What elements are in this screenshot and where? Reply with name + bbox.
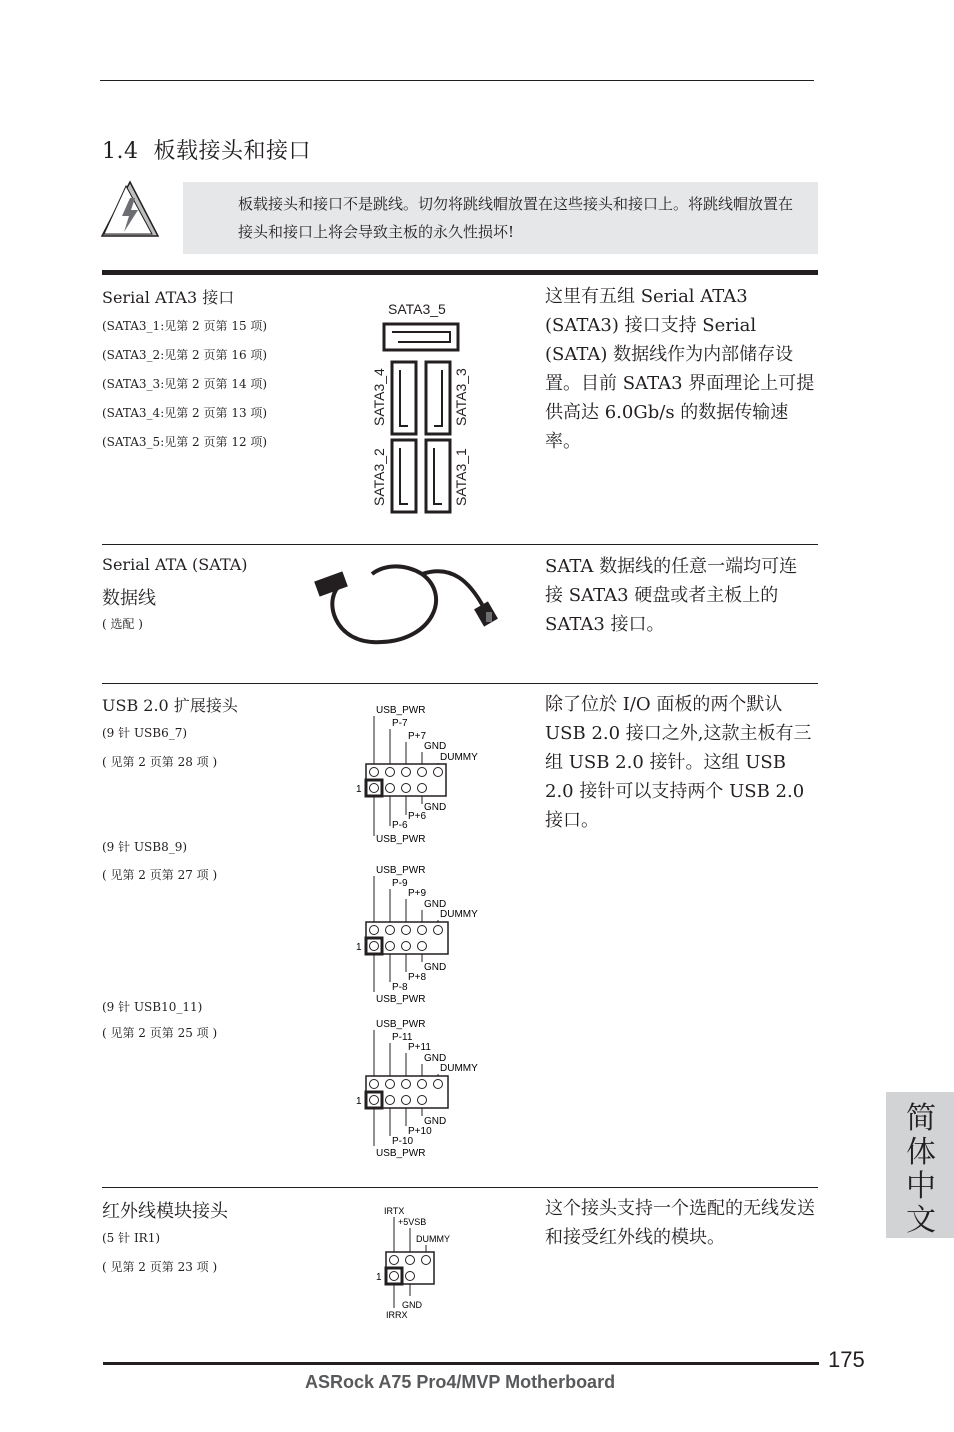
sata-item: (SATA3_3:见第 2 页第 14 项): [102, 377, 268, 391]
language-tab: [886, 1092, 954, 1238]
sata3-1-label: SATA3_1: [453, 448, 469, 506]
row-divider: [102, 683, 818, 684]
usb-label: USB 2.0 扩展接头: [102, 696, 238, 715]
usb-group3-ref: ( 见第 2 页第 25 项 ): [102, 1026, 218, 1040]
sata-connector-diagram: [360, 296, 480, 516]
cable-label: Serial ATA (SATA): [102, 555, 248, 574]
footer-title: ASRock A75 Pro4/MVP Motherboard: [305, 1372, 616, 1392]
language-tab-text: 简体中文: [906, 1101, 936, 1238]
footer-rule: [103, 1362, 819, 1365]
svg-text:USB_PWR: USB_PWR: [376, 1019, 426, 1030]
top-rule: [100, 80, 814, 81]
sata-cable-image: [312, 556, 502, 648]
section-number: 1.4: [102, 139, 139, 164]
sata3-3-label: SATA3_3: [453, 368, 469, 426]
svg-text:DUMMY: DUMMY: [440, 1063, 478, 1074]
svg-text:+5VSB: +5VSB: [398, 1217, 427, 1227]
svg-text:P-10: P-10: [392, 1136, 414, 1147]
svg-text:P+10: P+10: [408, 1126, 432, 1137]
svg-text:P+11: P+11: [408, 1042, 431, 1053]
usb-description: 除了位於 I/O 面板的两个默认 USB 2.0 接口之外,这款主板有三组 USB 2.0 接针。这组 USB 2.0 接针可以支持两个 USB 2.0 接口。: [545, 694, 812, 831]
svg-text:DUMMY: DUMMY: [416, 1234, 450, 1244]
table-top-rule: [102, 270, 818, 275]
svg-text:USB_PWR: USB_PWR: [376, 1148, 426, 1159]
warning-icon: [100, 180, 162, 240]
svg-text:GND: GND: [424, 899, 447, 910]
svg-text:DUMMY: DUMMY: [440, 909, 478, 920]
ir-pins: (5 针 IR1): [102, 1231, 161, 1245]
sata-item: (SATA3_2:见第 2 页第 16 项): [102, 348, 268, 362]
svg-text:USB_PWR: USB_PWR: [376, 994, 426, 1005]
svg-text:GND: GND: [402, 1300, 422, 1310]
sata3-4-label: SATA3_4: [371, 368, 387, 426]
svg-text:DUMMY: DUMMY: [440, 752, 478, 763]
svg-text:P+6: P+6: [408, 811, 427, 822]
svg-text:IRTX: IRTX: [384, 1206, 405, 1216]
cable-label-2: 数据线: [102, 588, 156, 609]
ir-header-diagram: [372, 1200, 482, 1324]
sata3-2-label: SATA3_2: [371, 448, 387, 506]
svg-text:USB_PWR: USB_PWR: [376, 705, 426, 716]
svg-text:P+9: P+9: [408, 888, 427, 899]
sata3-5-label: SATA3_5: [388, 301, 446, 317]
sata-item: (SATA3_5:见第 2 页第 12 项): [102, 435, 268, 449]
svg-text:GND: GND: [424, 1116, 447, 1127]
usb-group1-pins: (9 针 USB6_7): [102, 726, 188, 740]
svg-text:GND: GND: [424, 962, 447, 973]
sata-item: (SATA3_4:见第 2 页第 13 项): [102, 406, 268, 420]
usb-header-diagram-2: [356, 860, 496, 1008]
svg-text:P+8: P+8: [408, 972, 427, 983]
usb-header-diagram-3: [356, 1014, 496, 1162]
svg-text:1: 1: [356, 1096, 362, 1107]
svg-text:GND: GND: [424, 802, 447, 813]
ir-description: 这个接头支持一个选配的无线发送和接受红外线的模块。: [545, 1198, 815, 1248]
usb-header-diagram-1: [354, 700, 494, 848]
page-number: 175: [828, 1347, 865, 1372]
svg-text:IRRX: IRRX: [386, 1310, 408, 1320]
row-divider: [102, 1187, 818, 1188]
ir-label: 红外线模块接头: [102, 1201, 228, 1222]
usb-group1-ref: ( 见第 2 页第 28 项 ): [102, 755, 218, 769]
svg-text:USB_PWR: USB_PWR: [376, 834, 426, 845]
cable-description: SATA 数据线的任意一端均可连接 SATA3 硬盘或者主板上的 SATA3 接口。: [545, 556, 798, 635]
svg-text:P-7: P-7: [392, 718, 408, 729]
sata-description: 这里有五组 Serial ATA3 (SATA3) 接口支持 Serial (SATA) 数据线作为内部储存设置。目前 SATA3 界面理论上可提供高达 6.0Gb/s 的数据传输速率。: [545, 286, 815, 452]
sata-label: Serial ATA3 接口: [102, 288, 235, 307]
svg-text:1: 1: [376, 1272, 382, 1283]
svg-text:P+7: P+7: [408, 731, 427, 742]
section-heading: [102, 134, 311, 165]
row-divider: [102, 544, 818, 545]
svg-text:USB_PWR: USB_PWR: [376, 865, 426, 876]
usb-group3-pins: (9 针 USB10_11): [102, 1000, 203, 1014]
svg-text:P-11: P-11: [392, 1032, 413, 1043]
svg-text:GND: GND: [424, 741, 447, 752]
usb-group2-ref: ( 见第 2 页第 27 项 ): [102, 868, 218, 882]
svg-text:P-9: P-9: [392, 878, 408, 889]
svg-text:GND: GND: [424, 1053, 447, 1064]
ir-ref: ( 见第 2 页第 23 项 ): [102, 1260, 218, 1274]
sata-item: (SATA3_1:见第 2 页第 15 项): [102, 319, 268, 333]
svg-text:P-6: P-6: [392, 820, 408, 831]
usb-group2-pins: (9 针 USB8_9): [102, 840, 188, 854]
svg-text:P-8: P-8: [392, 982, 408, 993]
svg-text:1: 1: [356, 784, 362, 795]
cable-optional: ( 选配 ): [102, 617, 143, 631]
warning-text: 板载接头和接口不是跳线。切勿将跳线帽放置在这些接头和接口上。将跳线帽放置在接头和接口上将会导致主板的永久性损坏!: [238, 195, 794, 241]
section-title: 板载接头和接口: [153, 139, 312, 164]
svg-text:1: 1: [356, 942, 362, 953]
